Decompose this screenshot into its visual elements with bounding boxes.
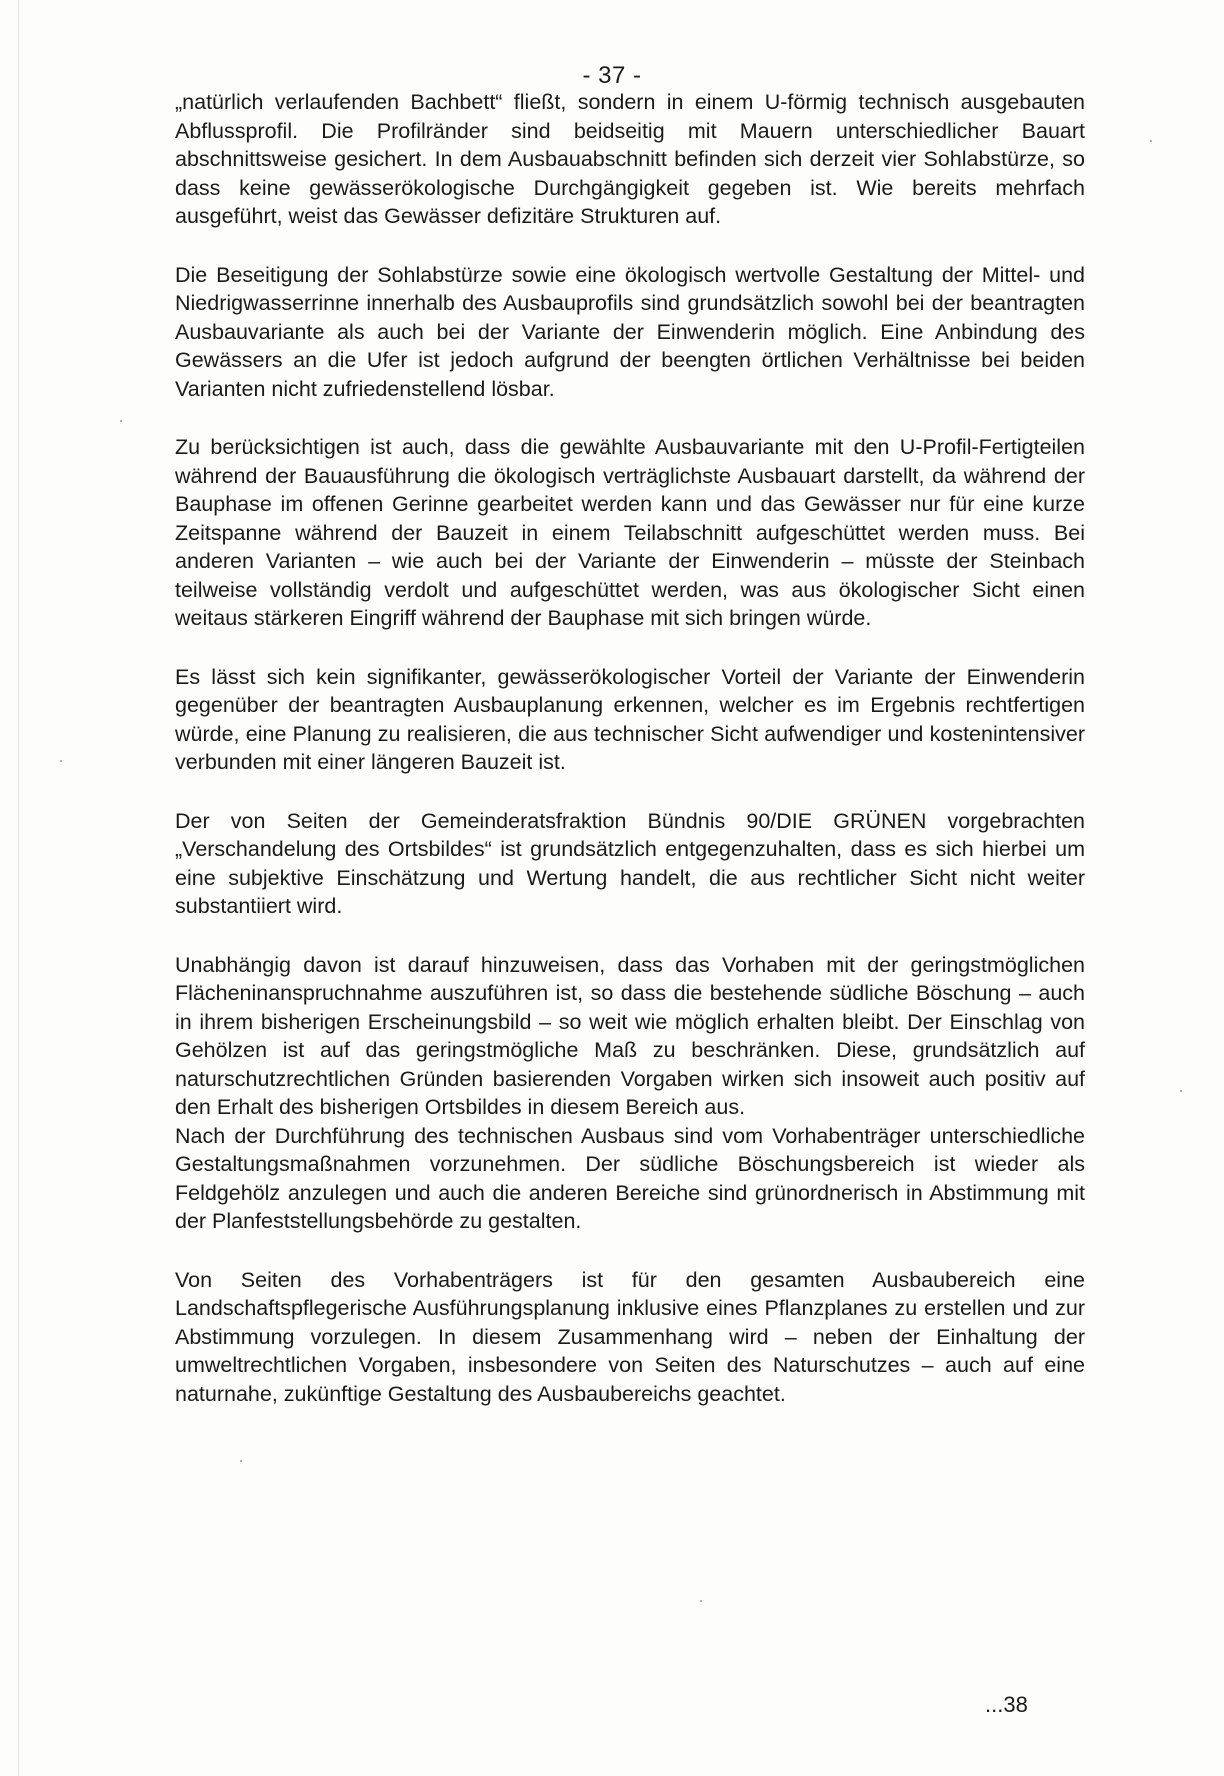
paragraph-1: „natürlich verlaufenden Bachbett“ fließt, sondern in einem U-förmig technisch ausgebauten Abflussprofil. Die Profilränder sind beidseitig mit Mauern unterschiedlicher Bauart abschnittsweise gesichert. In dem Ausbauabschnitt befinden sich derzeit vier Sohlabstürze, so dass keine gewässerökologische Durchgängigkeit gegeben ist. Wie bereits mehrfach ausgeführt, weist das Gewässer defizitäre Strukturen auf.	[175, 90, 1085, 228]
scan-speck	[60, 760, 62, 762]
page-number: - 37 -	[582, 62, 642, 89]
scan-speck	[700, 1600, 702, 1602]
paragraph-2: Die Beseitigung der Sohlabstürze sowie eine ökologisch wertvolle Gestaltung der Mittel- und Niedrigwasserrinne innerhalb des Ausbauprofils sind grundsätzlich sowohl bei der beantragten Ausbauvariante als auch bei der Variante der Einwenderin möglich. Eine Anbindung des Gewässers an die Ufer ist jedoch aufgrund der beengten örtlichen Verhältnisse bei beiden Varianten nicht zufriedenstellend lösbar.	[175, 262, 1085, 401]
scan-speck	[1150, 140, 1152, 142]
paragraph-5: Der von Seiten der Gemeinderatsfraktion Bündnis 90/DIE GRÜNEN vorgebrachten „Verschandelung des Ortsbildes“ ist grundsätzlich entgegenzuhalten, dass es sich hierbei um eine subjektive Einschätzung und Wertung handelt, die aus rechtlicher Sicht nicht weiter substantiiert wird.	[175, 808, 1085, 918]
paragraph-3: Zu berücksichtigen ist auch, dass die gewählte Ausbauvariante mit den U-Profil-Fertigteilen während der Bauausführung die ökologisch verträglichste Ausbauart darstellt, da während der Bauphase im offenen Gerinne gearbeitet werden kann und das Gewässer nur für eine kurze Zeitspanne während der Bauzeit in einem Teilabschnitt aufgeschüttet werden muss. Bei anderen Varianten – wie auch bei der Variante der Einwenderin – müsste der Steinbach teilweise vollständig verdolt und aufgeschüttet werden, was aus ökologischer Sicht einen weitaus stärkeren Eingriff während der Bauphase mit sich bringen würde.	[175, 435, 1085, 630]
continuation-marker: ...38	[985, 1692, 1028, 1717]
scan-speck	[1180, 1090, 1182, 1092]
scan-speck	[120, 420, 122, 422]
paragraph-4: Es lässt sich kein signifikanter, gewässerökologischer Vorteil der Variante der Einwenderin gegenüber der beantragten Ausbauplanung erkennen, welcher es im Ergebnis rechtfertigen würde, eine Planung zu realisieren, die aus technischer Sicht aufwendiger und kostenintensiver verbunden mit einer längeren Bauzeit ist.	[175, 664, 1085, 774]
paragraph-8: Von Seiten des Vorhabenträgers ist für den gesamten Ausbaubereich eine Landschaftspflegerische Ausführungsplanung inklusive eines Pflanzplanes zu erstellen und zur Abstimmung vorzulegen. In diesem Zusammenhang wird – neben der Einhaltung der umweltrechtlichen Vorgaben, insbesondere von Seiten des Naturschutzes – auch auf eine naturnahe, zukünftige Gestaltung des Ausbaubereichs geachtet.	[175, 1267, 1085, 1406]
body-text	[175, 88, 1085, 1438]
scan-speck	[240, 1460, 242, 1462]
paragraph-6: Unabhängig davon ist darauf hinzuweisen, dass das Vorhaben mit der geringstmöglichen Flächeninanspruchnahme auszuführen ist, so dass die bestehende südliche Böschung – auch in ihrem bisherigen Erscheinungsbild – so weit wie möglich erhalten bleibt. Der Einschlag von Gehölzen ist auf das geringstmögliche Maß zu beschränken. Diese, grundsätzlich auf naturschutzrechtlichen Gründen basierenden Vorgaben wirken sich insoweit auch positiv auf den Erhalt des bisherigen Ortsbildes in diesem Bereich aus.	[175, 952, 1085, 1119]
paragraph-7: Nach der Durchführung des technischen Ausbaus sind vom Vorhabenträger unterschiedliche Gestaltungsmaßnahmen vorzunehmen. Der südliche Böschungsbereich ist wieder als Feldgehölz anzulegen und auch die anderen Bereiche sind grünordnerisch in Abstimmung mit der Planfeststellungsbehörde zu gestalten.	[175, 1123, 1085, 1233]
scan-edge-line	[18, 0, 19, 1776]
